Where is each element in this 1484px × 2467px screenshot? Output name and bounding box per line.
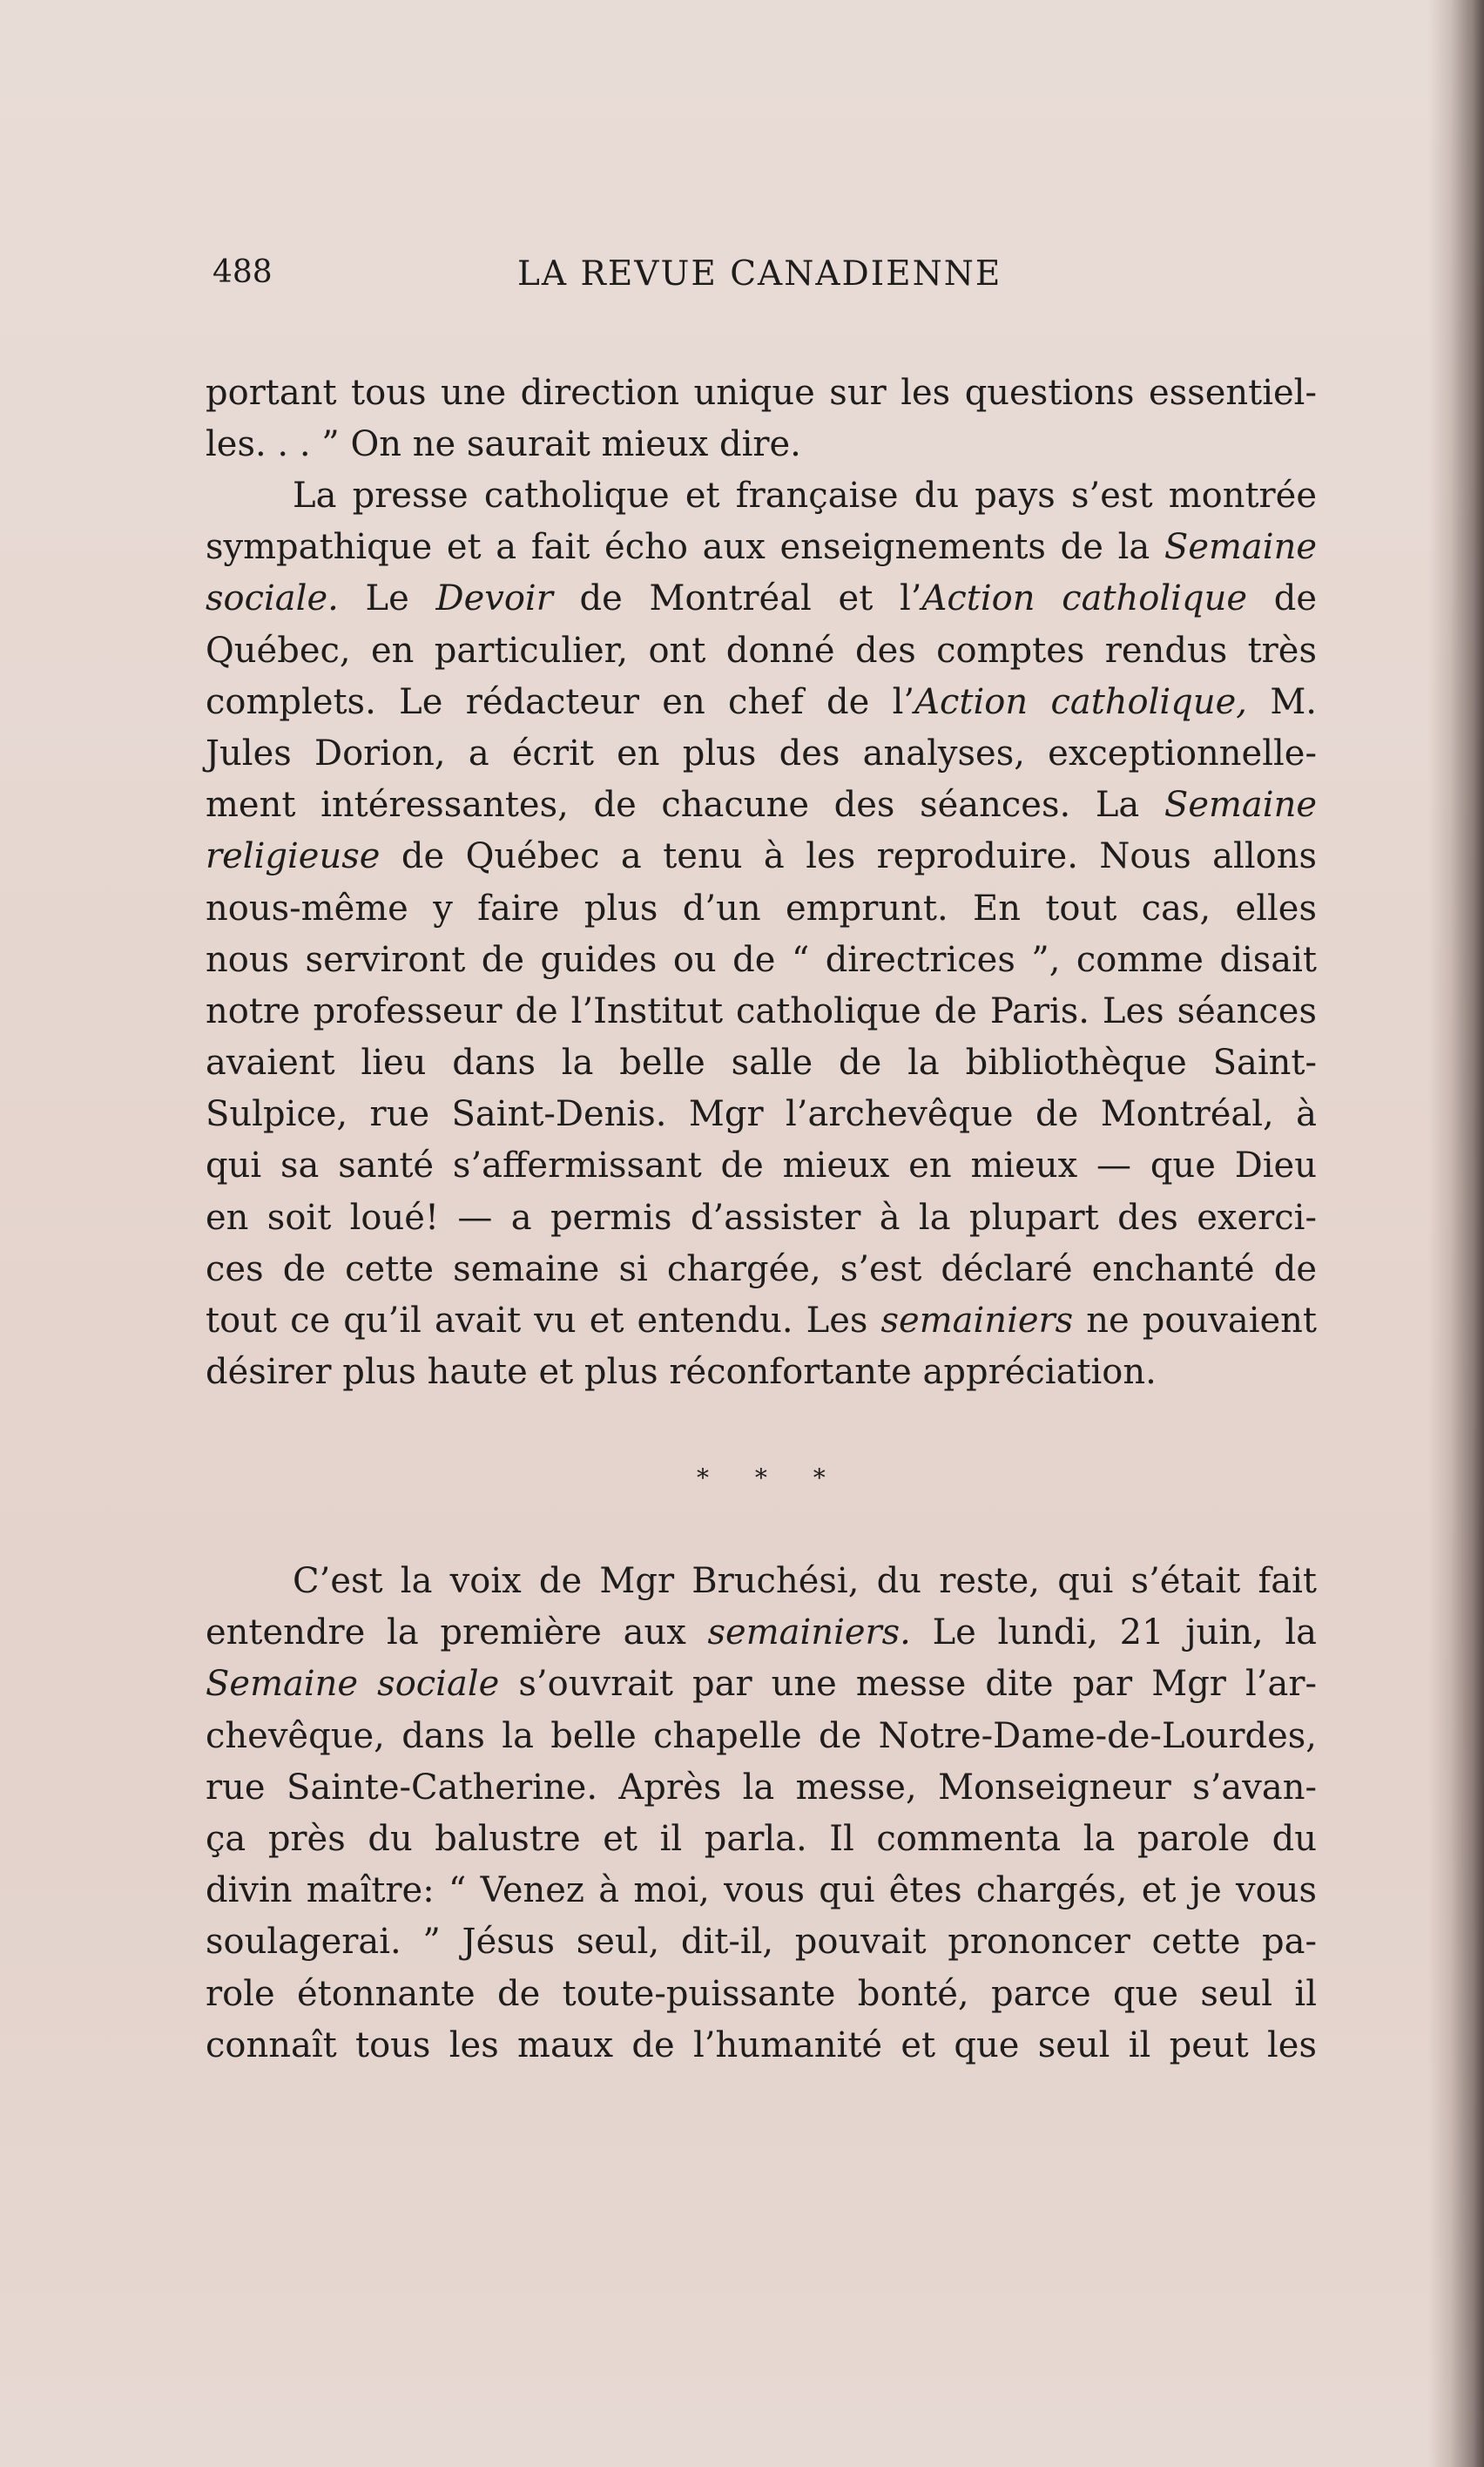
text-line: ça près du balustre et il parla. Il commenta la parole du — [206, 1818, 1317, 1859]
page-number: 488 — [212, 254, 273, 290]
text-line: ces de cette semaine si chargée, s’est déclaré enchanté de — [206, 1248, 1317, 1289]
text-line: chevêque, dans la belle chapelle de Notre-Dame-de-Lourdes, — [206, 1715, 1317, 1756]
text-line: C’est la voix de Mgr Bruchési, du reste, qui s’était fait — [293, 1561, 1317, 1601]
text-line: portant tous une direction unique sur les questions essentiel- — [206, 373, 1317, 413]
running-title: LA REVUE CANADIENNE — [517, 254, 1002, 294]
text-line: La presse catholique et française du pays s’est montrée — [293, 476, 1317, 516]
text-line: qui sa santé s’affermissant de mieux en mieux — que Dieu — [206, 1146, 1317, 1186]
text-line: complets. Le rédacteur en chef de l’Action catholique, M. — [206, 681, 1317, 722]
text-line: religieuse de Québec a tenu à les reproduire. Nous allons — [206, 836, 1317, 877]
text-line: avaient lieu dans la belle salle de la bibliothèque Saint- — [206, 1043, 1317, 1084]
text-line: désirer plus haute et plus réconfortante appréciation. — [206, 1352, 1157, 1393]
text-line: soulagerai. ” Jésus seul, dit-il, pouvait prononcer cette pa- — [206, 1922, 1317, 1963]
text-line: tout ce qu’il avait vu et entendu. Les semainiers ne pouvaient — [206, 1301, 1317, 1341]
text-line: divin maître: “ Venez à moi, vous qui êtes chargés, et je vous — [206, 1870, 1317, 1911]
text-line: nous-même y faire plus d’un emprunt. En tout cas, elles — [206, 888, 1317, 929]
text-line: connaît tous les maux de l’humanité et que seul il peut les — [206, 2024, 1317, 2065]
paragraph-2 — [206, 470, 1317, 1398]
paragraph-3 — [206, 1556, 1317, 2072]
text-line: en soit loué! — a permis d’assister à la plupart des exerci- — [206, 1197, 1317, 1238]
text-line: Québec, en particulier, ont donné des comptes rendus très — [206, 630, 1317, 671]
text-line: entendre la première aux semainiers. Le lundi, 21 juin, la — [206, 1612, 1318, 1653]
section-separator: * * * — [697, 1463, 845, 1492]
text-line: sociale. Le Devoir de Montréal et l’Action catholique de — [206, 578, 1317, 619]
paragraph-1 — [206, 368, 1317, 470]
text-line: sympathique et a fait écho aux enseignements de la Semaine — [206, 527, 1317, 568]
page-header — [212, 254, 1014, 298]
text-line: les. . . ” On ne saurait mieux dire. — [206, 424, 801, 465]
text-line: rue Sainte-Catherine. Après la messe, Monseigneur s’avan- — [206, 1767, 1317, 1808]
text-line: Semaine sociale s’ouvrait par une messe dite par Mgr l’ar- — [206, 1664, 1317, 1705]
text-line: Sulpice, rue Saint-Denis. Mgr l’archevêque de Montréal, à — [206, 1094, 1317, 1135]
text-line: Jules Dorion, a écrit en plus des analyses, exceptionnelle- — [206, 733, 1317, 774]
page-edge-shadow — [1428, 0, 1484, 2467]
text-line: ment intéressantes, de chacune des séances. La Semaine — [206, 785, 1317, 826]
text-line: nous serviront de guides ou de “ directrices ”, comme disait — [206, 939, 1317, 980]
text-line: role étonnante de toute-puissante bonté, parce que seul il — [206, 1973, 1317, 2014]
text-line: notre professeur de l’Institut catholique de Paris. Les séances — [206, 990, 1317, 1031]
